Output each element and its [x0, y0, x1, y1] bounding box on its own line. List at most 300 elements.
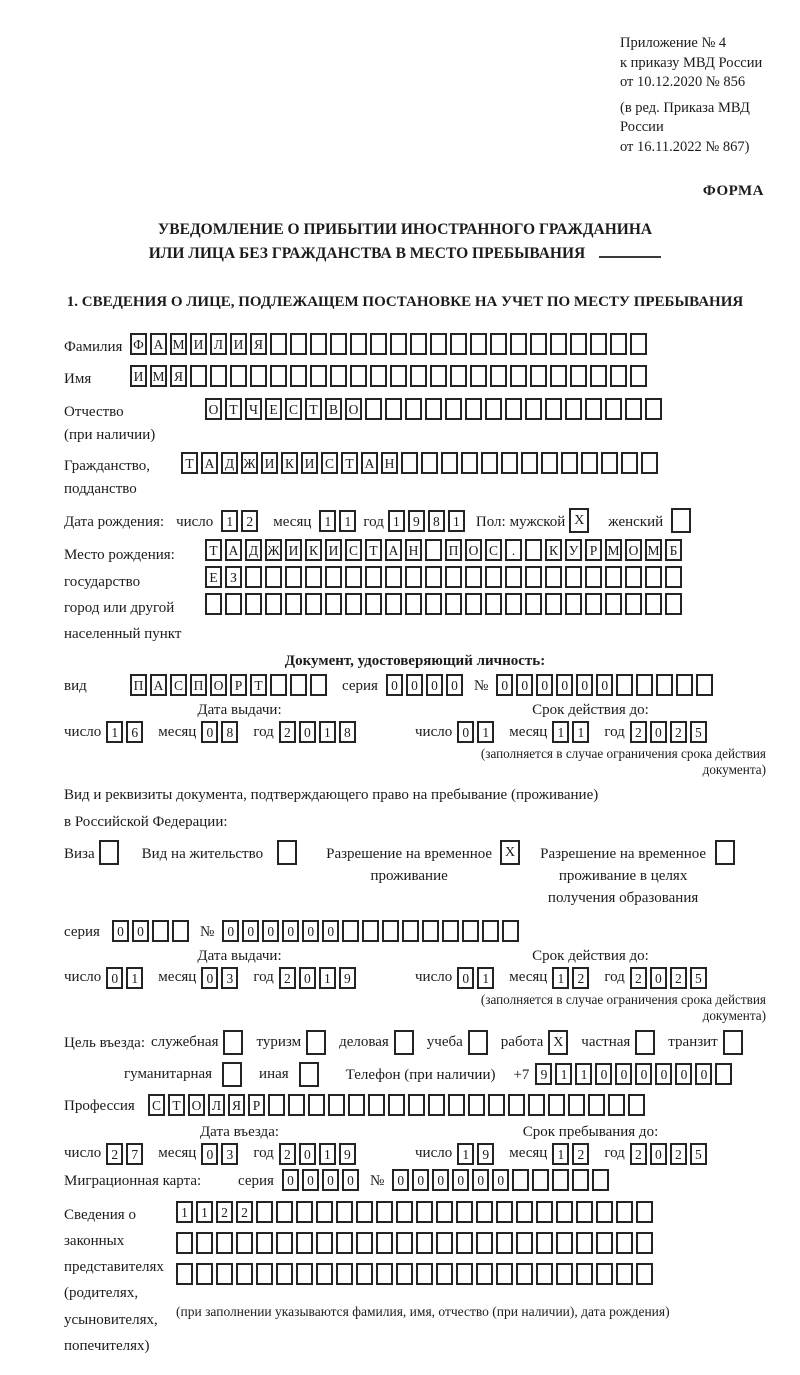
- char-cell[interactable]: [605, 593, 622, 615]
- char-cell[interactable]: 9: [339, 1143, 356, 1165]
- char-cell[interactable]: [365, 398, 382, 420]
- birthplace-cells-row3[interactable]: [205, 593, 685, 615]
- char-cell[interactable]: Б: [665, 539, 682, 561]
- residence-issue-month-cells[interactable]: [201, 967, 241, 989]
- char-cell[interactable]: [525, 539, 542, 561]
- char-cell[interactable]: Т: [168, 1094, 185, 1116]
- char-cell[interactable]: Ж: [265, 539, 282, 561]
- char-cell[interactable]: [350, 365, 367, 387]
- char-cell[interactable]: [508, 1094, 525, 1116]
- char-cell[interactable]: [410, 333, 427, 355]
- char-cell[interactable]: 6: [126, 721, 143, 743]
- char-cell[interactable]: [565, 566, 582, 588]
- char-cell[interactable]: [548, 1094, 565, 1116]
- char-cell[interactable]: [290, 333, 307, 355]
- char-cell[interactable]: [222, 1062, 242, 1087]
- char-cell[interactable]: 0: [472, 1169, 489, 1191]
- char-cell[interactable]: [585, 566, 602, 588]
- char-cell[interactable]: [505, 566, 522, 588]
- char-cell[interactable]: [316, 1201, 333, 1223]
- migration-number-cells[interactable]: [392, 1169, 612, 1191]
- char-cell[interactable]: [425, 398, 442, 420]
- char-cell[interactable]: Т: [181, 452, 198, 474]
- char-cell[interactable]: [296, 1232, 313, 1254]
- char-cell[interactable]: [245, 593, 262, 615]
- char-cell[interactable]: [630, 333, 647, 355]
- title-blank-underline[interactable]: [599, 244, 661, 258]
- char-cell[interactable]: 0: [299, 721, 316, 743]
- char-cell[interactable]: [299, 1062, 319, 1087]
- identity-issue-day-cells[interactable]: [106, 721, 146, 743]
- char-cell[interactable]: [505, 593, 522, 615]
- char-cell[interactable]: [445, 566, 462, 588]
- entry-year-cells[interactable]: [279, 1143, 359, 1165]
- char-cell[interactable]: [565, 398, 582, 420]
- char-cell[interactable]: Ф: [130, 333, 147, 355]
- char-cell[interactable]: [510, 333, 527, 355]
- char-cell[interactable]: 0: [201, 1143, 218, 1165]
- char-cell[interactable]: [581, 452, 598, 474]
- char-cell[interactable]: [362, 920, 379, 942]
- char-cell[interactable]: [456, 1201, 473, 1223]
- char-cell[interactable]: Л: [208, 1094, 225, 1116]
- char-cell[interactable]: [422, 920, 439, 942]
- char-cell[interactable]: 0: [201, 721, 218, 743]
- char-cell[interactable]: [285, 566, 302, 588]
- char-cell[interactable]: 0: [222, 920, 239, 942]
- char-cell[interactable]: [585, 398, 602, 420]
- char-cell[interactable]: 1: [388, 510, 405, 532]
- char-cell[interactable]: [456, 1263, 473, 1285]
- char-cell[interactable]: [635, 1030, 655, 1055]
- char-cell[interactable]: С: [148, 1094, 165, 1116]
- char-cell[interactable]: [396, 1201, 413, 1223]
- char-cell[interactable]: 1: [196, 1201, 213, 1223]
- char-cell[interactable]: [445, 593, 462, 615]
- char-cell[interactable]: [376, 1232, 393, 1254]
- char-cell[interactable]: [276, 1201, 293, 1223]
- given-name-cells[interactable]: [130, 365, 650, 387]
- purpose-study-checkbox[interactable]: [468, 1030, 491, 1055]
- char-cell[interactable]: [225, 593, 242, 615]
- char-cell[interactable]: [570, 333, 587, 355]
- char-cell[interactable]: [476, 1263, 493, 1285]
- char-cell[interactable]: 0: [106, 967, 123, 989]
- char-cell[interactable]: 0: [675, 1063, 692, 1085]
- char-cell[interactable]: 9: [339, 967, 356, 989]
- char-cell[interactable]: [416, 1263, 433, 1285]
- temp-residence-checkbox[interactable]: [500, 840, 523, 865]
- char-cell[interactable]: [552, 1169, 569, 1191]
- char-cell[interactable]: 3: [221, 1143, 238, 1165]
- char-cell[interactable]: [565, 593, 582, 615]
- char-cell[interactable]: [628, 1094, 645, 1116]
- char-cell[interactable]: А: [225, 539, 242, 561]
- char-cell[interactable]: [636, 1201, 653, 1223]
- char-cell[interactable]: [592, 1169, 609, 1191]
- char-cell[interactable]: М: [645, 539, 662, 561]
- char-cell[interactable]: 0: [302, 1169, 319, 1191]
- phone-cells[interactable]: [535, 1063, 735, 1085]
- char-cell[interactable]: Д: [245, 539, 262, 561]
- char-cell[interactable]: 1: [319, 721, 336, 743]
- char-cell[interactable]: [265, 593, 282, 615]
- char-cell[interactable]: [550, 333, 567, 355]
- char-cell[interactable]: 2: [106, 1143, 123, 1165]
- char-cell[interactable]: 2: [216, 1201, 233, 1223]
- char-cell[interactable]: [516, 1201, 533, 1223]
- char-cell[interactable]: [285, 593, 302, 615]
- char-cell[interactable]: [172, 920, 189, 942]
- char-cell[interactable]: [665, 593, 682, 615]
- char-cell[interactable]: [656, 674, 673, 696]
- char-cell[interactable]: [485, 398, 502, 420]
- char-cell[interactable]: [385, 566, 402, 588]
- char-cell[interactable]: [585, 593, 602, 615]
- char-cell[interactable]: [625, 398, 642, 420]
- char-cell[interactable]: 1: [319, 967, 336, 989]
- char-cell[interactable]: [396, 1263, 413, 1285]
- char-cell[interactable]: [370, 333, 387, 355]
- char-cell[interactable]: [610, 333, 627, 355]
- char-cell[interactable]: [305, 566, 322, 588]
- entry-month-cells[interactable]: [201, 1143, 241, 1165]
- char-cell[interactable]: 0: [452, 1169, 469, 1191]
- char-cell[interactable]: [590, 365, 607, 387]
- char-cell[interactable]: 0: [457, 967, 474, 989]
- char-cell[interactable]: 0: [432, 1169, 449, 1191]
- guardians-cells-row1[interactable]: [176, 1201, 670, 1223]
- patronymic-cells[interactable]: [205, 398, 665, 420]
- char-cell[interactable]: [541, 452, 558, 474]
- char-cell[interactable]: [328, 1094, 345, 1116]
- char-cell[interactable]: [441, 452, 458, 474]
- char-cell[interactable]: [561, 452, 578, 474]
- char-cell[interactable]: 2: [236, 1201, 253, 1223]
- char-cell[interactable]: З: [225, 566, 242, 588]
- char-cell[interactable]: [99, 840, 119, 865]
- char-cell[interactable]: [530, 365, 547, 387]
- char-cell[interactable]: [448, 1094, 465, 1116]
- char-cell[interactable]: [556, 1232, 573, 1254]
- identity-expiry-year-cells[interactable]: [630, 721, 710, 743]
- char-cell[interactable]: И: [190, 333, 207, 355]
- char-cell[interactable]: [596, 1232, 613, 1254]
- char-cell[interactable]: 1: [126, 967, 143, 989]
- char-cell[interactable]: [641, 452, 658, 474]
- identity-doc-kind-cells[interactable]: [130, 674, 330, 696]
- migration-series-cells[interactable]: [282, 1169, 362, 1191]
- char-cell[interactable]: [490, 365, 507, 387]
- char-cell[interactable]: [408, 1094, 425, 1116]
- char-cell[interactable]: [425, 593, 442, 615]
- char-cell[interactable]: 1: [555, 1063, 572, 1085]
- char-cell[interactable]: [512, 1169, 529, 1191]
- char-cell[interactable]: [176, 1232, 193, 1254]
- char-cell[interactable]: М: [605, 539, 622, 561]
- entry-day-cells[interactable]: [106, 1143, 146, 1165]
- char-cell[interactable]: 1: [552, 967, 569, 989]
- char-cell[interactable]: Р: [585, 539, 602, 561]
- char-cell[interactable]: [305, 593, 322, 615]
- char-cell[interactable]: [416, 1232, 433, 1254]
- char-cell[interactable]: И: [285, 539, 302, 561]
- char-cell[interactable]: [310, 365, 327, 387]
- char-cell[interactable]: [336, 1201, 353, 1223]
- temp-residence-education-checkbox[interactable]: [715, 840, 738, 865]
- char-cell[interactable]: 2: [279, 967, 296, 989]
- char-cell[interactable]: Т: [205, 539, 222, 561]
- char-cell[interactable]: [516, 1263, 533, 1285]
- char-cell[interactable]: 7: [126, 1143, 143, 1165]
- char-cell[interactable]: Я: [170, 365, 187, 387]
- char-cell[interactable]: С: [485, 539, 502, 561]
- char-cell[interactable]: [245, 566, 262, 588]
- char-cell[interactable]: 0: [596, 674, 613, 696]
- char-cell[interactable]: 2: [670, 967, 687, 989]
- char-cell[interactable]: [590, 333, 607, 355]
- char-cell[interactable]: [425, 539, 442, 561]
- char-cell[interactable]: Р: [248, 1094, 265, 1116]
- char-cell[interactable]: 1: [477, 721, 494, 743]
- char-cell[interactable]: [525, 593, 542, 615]
- char-cell[interactable]: [550, 365, 567, 387]
- char-cell[interactable]: [325, 566, 342, 588]
- char-cell[interactable]: [545, 593, 562, 615]
- char-cell[interactable]: [671, 508, 691, 533]
- char-cell[interactable]: 0: [635, 1063, 652, 1085]
- char-cell[interactable]: 0: [262, 920, 279, 942]
- char-cell[interactable]: [536, 1263, 553, 1285]
- char-cell[interactable]: Р: [230, 674, 247, 696]
- char-cell[interactable]: О: [345, 398, 362, 420]
- residence-number-cells[interactable]: [222, 920, 522, 942]
- char-cell[interactable]: 0: [446, 674, 463, 696]
- char-cell[interactable]: 0: [516, 674, 533, 696]
- char-cell[interactable]: 0: [242, 920, 259, 942]
- char-cell[interactable]: [205, 593, 222, 615]
- char-cell[interactable]: 8: [221, 721, 238, 743]
- char-cell[interactable]: [223, 1030, 243, 1055]
- birth-year-cells[interactable]: [388, 510, 468, 532]
- char-cell[interactable]: [616, 1263, 633, 1285]
- char-cell[interactable]: [230, 365, 247, 387]
- char-cell[interactable]: 5: [690, 1143, 707, 1165]
- char-cell[interactable]: О: [210, 674, 227, 696]
- char-cell[interactable]: И: [325, 539, 342, 561]
- char-cell[interactable]: [442, 920, 459, 942]
- char-cell[interactable]: А: [361, 452, 378, 474]
- char-cell[interactable]: [525, 398, 542, 420]
- char-cell[interactable]: У: [565, 539, 582, 561]
- char-cell[interactable]: [645, 566, 662, 588]
- stay-day-cells[interactable]: [457, 1143, 497, 1165]
- char-cell[interactable]: [645, 398, 662, 420]
- char-cell[interactable]: А: [385, 539, 402, 561]
- char-cell[interactable]: 1: [319, 510, 336, 532]
- purpose-private-checkbox[interactable]: [635, 1030, 658, 1055]
- char-cell[interactable]: 2: [572, 967, 589, 989]
- char-cell[interactable]: [645, 593, 662, 615]
- char-cell[interactable]: [556, 1201, 573, 1223]
- char-cell[interactable]: X: [500, 840, 520, 865]
- char-cell[interactable]: 0: [496, 674, 513, 696]
- stay-year-cells[interactable]: [630, 1143, 710, 1165]
- char-cell[interactable]: [428, 1094, 445, 1116]
- char-cell[interactable]: 0: [412, 1169, 429, 1191]
- char-cell[interactable]: [405, 593, 422, 615]
- char-cell[interactable]: [636, 1232, 653, 1254]
- char-cell[interactable]: [270, 365, 287, 387]
- char-cell[interactable]: Л: [210, 333, 227, 355]
- char-cell[interactable]: [536, 1232, 553, 1254]
- char-cell[interactable]: [430, 333, 447, 355]
- char-cell[interactable]: [276, 1263, 293, 1285]
- char-cell[interactable]: [421, 452, 438, 474]
- char-cell[interactable]: [436, 1232, 453, 1254]
- char-cell[interactable]: Т: [305, 398, 322, 420]
- char-cell[interactable]: [510, 365, 527, 387]
- char-cell[interactable]: 8: [339, 721, 356, 743]
- char-cell[interactable]: [516, 1232, 533, 1254]
- char-cell[interactable]: [425, 566, 442, 588]
- char-cell[interactable]: П: [190, 674, 207, 696]
- char-cell[interactable]: [296, 1201, 313, 1223]
- char-cell[interactable]: [462, 920, 479, 942]
- char-cell[interactable]: И: [230, 333, 247, 355]
- char-cell[interactable]: [570, 365, 587, 387]
- char-cell[interactable]: [528, 1094, 545, 1116]
- char-cell[interactable]: [270, 333, 287, 355]
- char-cell[interactable]: [530, 333, 547, 355]
- char-cell[interactable]: 1: [572, 721, 589, 743]
- stay-month-cells[interactable]: [552, 1143, 592, 1165]
- char-cell[interactable]: [308, 1094, 325, 1116]
- char-cell[interactable]: 0: [650, 1143, 667, 1165]
- char-cell[interactable]: [330, 333, 347, 355]
- char-cell[interactable]: 0: [299, 1143, 316, 1165]
- char-cell[interactable]: 1: [552, 721, 569, 743]
- char-cell[interactable]: [276, 1232, 293, 1254]
- char-cell[interactable]: 0: [426, 674, 443, 696]
- char-cell[interactable]: 5: [690, 967, 707, 989]
- char-cell[interactable]: [532, 1169, 549, 1191]
- char-cell[interactable]: [277, 840, 297, 865]
- char-cell[interactable]: X: [569, 508, 589, 533]
- purpose-tourism-checkbox[interactable]: [306, 1030, 329, 1055]
- char-cell[interactable]: [568, 1094, 585, 1116]
- char-cell[interactable]: И: [301, 452, 318, 474]
- char-cell[interactable]: [625, 566, 642, 588]
- residence-series-cells[interactable]: [112, 920, 192, 942]
- char-cell[interactable]: [576, 1263, 593, 1285]
- char-cell[interactable]: [365, 566, 382, 588]
- char-cell[interactable]: [610, 365, 627, 387]
- char-cell[interactable]: [715, 840, 735, 865]
- char-cell[interactable]: [470, 365, 487, 387]
- char-cell[interactable]: Т: [365, 539, 382, 561]
- visa-checkbox[interactable]: [99, 840, 122, 865]
- char-cell[interactable]: П: [445, 539, 462, 561]
- char-cell[interactable]: 0: [302, 920, 319, 942]
- char-cell[interactable]: [176, 1263, 193, 1285]
- char-cell[interactable]: [488, 1094, 505, 1116]
- char-cell[interactable]: [390, 333, 407, 355]
- char-cell[interactable]: [505, 398, 522, 420]
- char-cell[interactable]: 1: [477, 967, 494, 989]
- char-cell[interactable]: 0: [615, 1063, 632, 1085]
- char-cell[interactable]: [216, 1263, 233, 1285]
- char-cell[interactable]: [310, 674, 327, 696]
- char-cell[interactable]: [496, 1201, 513, 1223]
- char-cell[interactable]: О: [465, 539, 482, 561]
- char-cell[interactable]: [256, 1232, 273, 1254]
- char-cell[interactable]: [465, 593, 482, 615]
- identity-expiry-month-cells[interactable]: [552, 721, 592, 743]
- char-cell[interactable]: [588, 1094, 605, 1116]
- char-cell[interactable]: [356, 1263, 373, 1285]
- char-cell[interactable]: [325, 593, 342, 615]
- char-cell[interactable]: 1: [552, 1143, 569, 1165]
- char-cell[interactable]: [723, 1030, 743, 1055]
- char-cell[interactable]: [605, 566, 622, 588]
- char-cell[interactable]: [481, 452, 498, 474]
- char-cell[interactable]: Д: [221, 452, 238, 474]
- char-cell[interactable]: 0: [406, 674, 423, 696]
- char-cell[interactable]: [306, 1030, 326, 1055]
- char-cell[interactable]: 1: [221, 510, 238, 532]
- char-cell[interactable]: 1: [319, 1143, 336, 1165]
- surname-cells[interactable]: [130, 333, 650, 355]
- guardians-cells-row2[interactable]: [176, 1232, 670, 1254]
- char-cell[interactable]: [665, 566, 682, 588]
- char-cell[interactable]: [288, 1094, 305, 1116]
- char-cell[interactable]: Ч: [245, 398, 262, 420]
- char-cell[interactable]: [470, 333, 487, 355]
- char-cell[interactable]: [316, 1263, 333, 1285]
- char-cell[interactable]: [450, 365, 467, 387]
- char-cell[interactable]: [370, 365, 387, 387]
- char-cell[interactable]: [616, 1201, 633, 1223]
- citizenship-cells[interactable]: [181, 452, 661, 474]
- identity-doc-series-cells[interactable]: [386, 674, 466, 696]
- char-cell[interactable]: [636, 674, 653, 696]
- char-cell[interactable]: [490, 333, 507, 355]
- char-cell[interactable]: .: [505, 539, 522, 561]
- residence-issue-year-cells[interactable]: [279, 967, 359, 989]
- purpose-work-checkbox[interactable]: [548, 1030, 571, 1055]
- char-cell[interactable]: [388, 1094, 405, 1116]
- char-cell[interactable]: [625, 593, 642, 615]
- char-cell[interactable]: [482, 920, 499, 942]
- char-cell[interactable]: 0: [201, 967, 218, 989]
- char-cell[interactable]: В: [325, 398, 342, 420]
- char-cell[interactable]: 1: [448, 510, 465, 532]
- char-cell[interactable]: 2: [670, 721, 687, 743]
- char-cell[interactable]: [210, 365, 227, 387]
- birthplace-cells-row1[interactable]: [205, 539, 685, 561]
- char-cell[interactable]: 0: [112, 920, 129, 942]
- char-cell[interactable]: [390, 365, 407, 387]
- char-cell[interactable]: [630, 365, 647, 387]
- char-cell[interactable]: [496, 1263, 513, 1285]
- char-cell[interactable]: [290, 674, 307, 696]
- char-cell[interactable]: 0: [282, 920, 299, 942]
- char-cell[interactable]: О: [205, 398, 222, 420]
- char-cell[interactable]: X: [548, 1030, 568, 1055]
- char-cell[interactable]: 0: [322, 1169, 339, 1191]
- purpose-official-checkbox[interactable]: [223, 1030, 246, 1055]
